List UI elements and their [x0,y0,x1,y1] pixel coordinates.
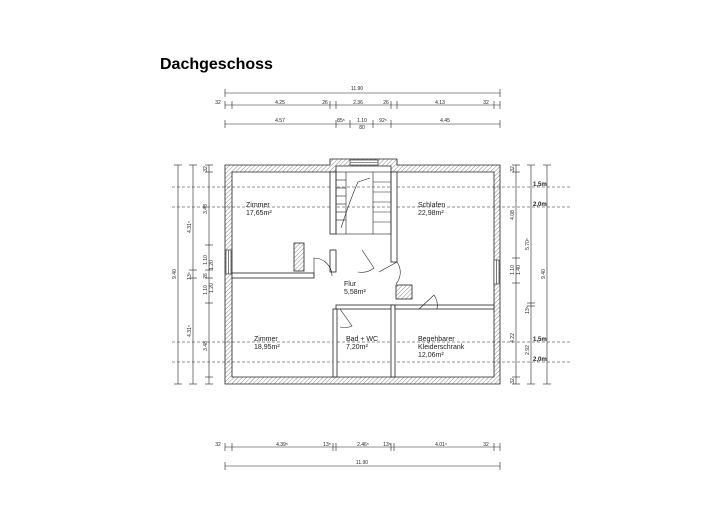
page-title: Dachgeschoss [160,56,273,73]
dim-label: 32 [215,100,221,106]
dim-label: 32 [203,166,209,172]
dim-label: 4.39⁵ [276,442,288,448]
dim-label: 11.90 [350,86,364,92]
dim-label: 13⁵ [383,442,391,448]
room-name: Begehbarer [418,336,455,343]
dim-label: 9.40 [172,269,178,279]
room-name: Zimmer [246,202,270,209]
dim-label: 32 [215,442,221,448]
height-label: 2,0m [533,202,547,208]
dim-label: 2.46⁵ [357,442,369,448]
dim-label: 13⁵ [525,306,531,314]
room-area: 5,58m² [344,289,366,296]
height-label: 1,5m [533,182,547,188]
dim-label: 3.48 [203,341,209,351]
room-area: 18,95m² [254,344,280,351]
dim-label: 1.20 [209,283,215,293]
height-label: 2,0m [533,357,547,363]
dim-label: 5.70⁵ [525,238,531,250]
bottom-dimension-labels [215,442,489,466]
dim-label: 85⁵ [337,118,345,124]
dim-label: 1.10 [510,265,516,275]
dim-label: 26 [383,100,389,106]
room-area: 17,65m² [246,210,272,217]
dim-label: 4.13 [435,100,445,106]
dim-label: 4.45 [440,118,450,124]
dim-label: 1.20 [209,260,215,270]
dim-label: 4.01⁵ [435,442,447,448]
dim-label: 32 [483,100,489,106]
dim-label: 4.57 [275,118,285,124]
room-name: Schlafen [418,202,446,209]
dim-label: 92⁵ [379,118,387,124]
room-name: Zimmer [254,336,278,343]
dim-label: 4.22 [510,333,516,343]
dim-label: 1.10 [203,255,209,265]
room-name: Bad + WC [346,336,379,343]
dim-label: 80 [359,125,365,131]
dim-label: 26 [322,100,328,106]
dim-label: 4.31⁵ [187,325,193,337]
dim-label: 13⁵ [187,272,193,280]
staircase [336,172,391,234]
left-dimension-labels [172,166,215,351]
room-area: 22,98m² [418,210,444,217]
dim-label: 13⁵ [323,442,331,448]
room-labels [246,202,465,359]
height-label: 1,5m [533,337,547,343]
dim-label: 32 [483,442,489,448]
dim-label: 4.31⁵ [187,221,193,233]
room-name: Flur [344,281,357,288]
dim-label: 9.40 [541,269,547,279]
dim-label: 32 [510,378,516,384]
dim-label: 2.36 [353,100,363,106]
dim-label: 2.92 [525,345,531,355]
right-dimension-labels [510,166,547,384]
room-area: 12,06m² [418,352,444,359]
dim-label: 1.10 [357,118,367,124]
dim-label: 1.40 [516,265,522,275]
dim-label: 3.48 [203,204,209,214]
dim-label: 4.25 [275,100,285,106]
dim-label: 4.08 [510,210,516,220]
dim-label: 11.90 [355,460,369,466]
dim-label: 1.10 [203,285,209,295]
windows [226,160,499,284]
dim-label: 26 [203,273,209,279]
dim-label: 32 [510,166,516,172]
room-area: 7,20m² [346,344,368,351]
room-name-line2: Kleiderschrank [418,344,465,351]
